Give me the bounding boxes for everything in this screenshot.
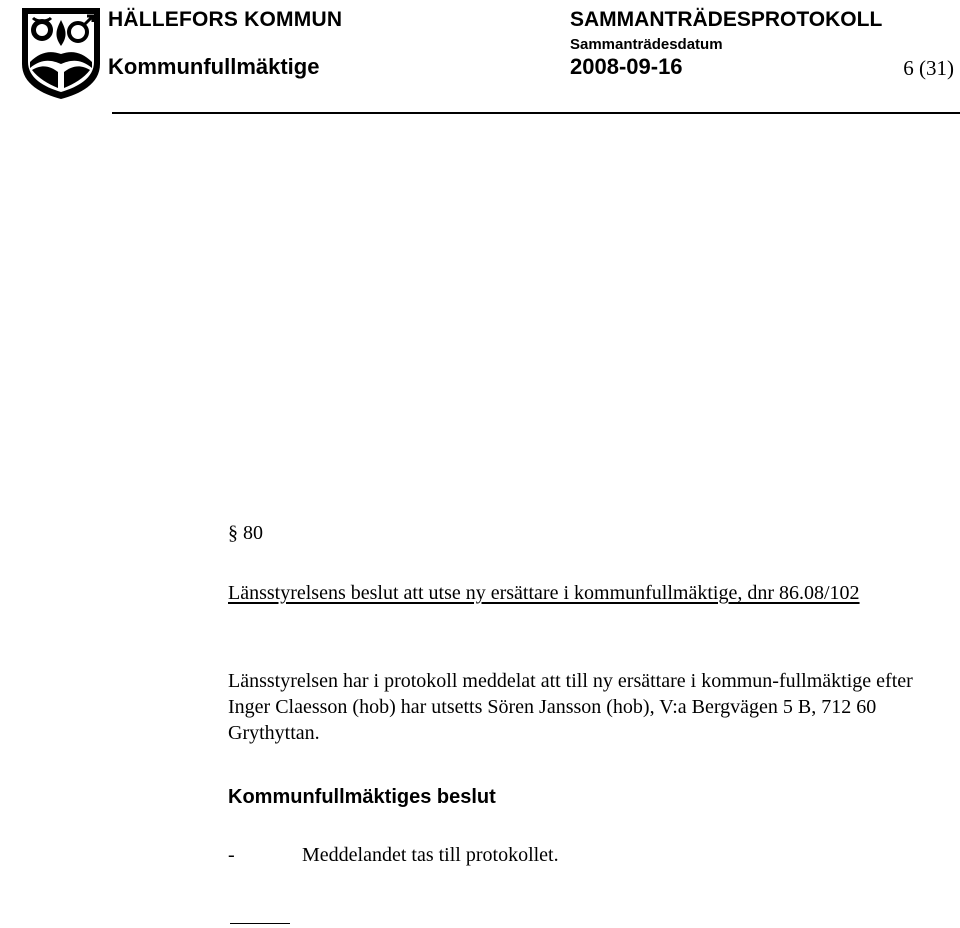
decision-text: Meddelandet tas till protokollet. xyxy=(302,844,559,866)
page-number: 6 (31) xyxy=(903,56,954,80)
meeting-date: 2008-09-16 xyxy=(570,54,683,79)
document-type: SAMMANTRÄDESPROTOKOLL xyxy=(570,8,883,31)
section-title: Länsstyrelsens beslut att utse ny ersättare i kommunfullmäktige, dnr 86.08/102 xyxy=(228,582,860,604)
section-body-text: Länsstyrelsen har i protokoll meddelat att till ny ersättare i kommun-fullmäktige efter Inger Claesson (hob) har utsetts Sören Jansson (hob), V:a Bergvägen 5 B, 712 60 Grythyttan. xyxy=(228,670,913,744)
page-header xyxy=(0,0,960,115)
section-number: § 80 xyxy=(228,522,263,544)
list-marker: - xyxy=(228,844,235,866)
meeting-date-label: Sammanträdesdatum xyxy=(570,36,723,53)
coat-of-arms-icon xyxy=(20,6,102,100)
decision-heading: Kommunfullmäktiges beslut xyxy=(228,786,496,808)
footer-divider xyxy=(230,923,290,924)
organization-name: HÄLLEFORS KOMMUN xyxy=(108,8,343,31)
committee-name: Kommunfullmäktige xyxy=(108,54,320,79)
header-divider xyxy=(112,112,960,114)
